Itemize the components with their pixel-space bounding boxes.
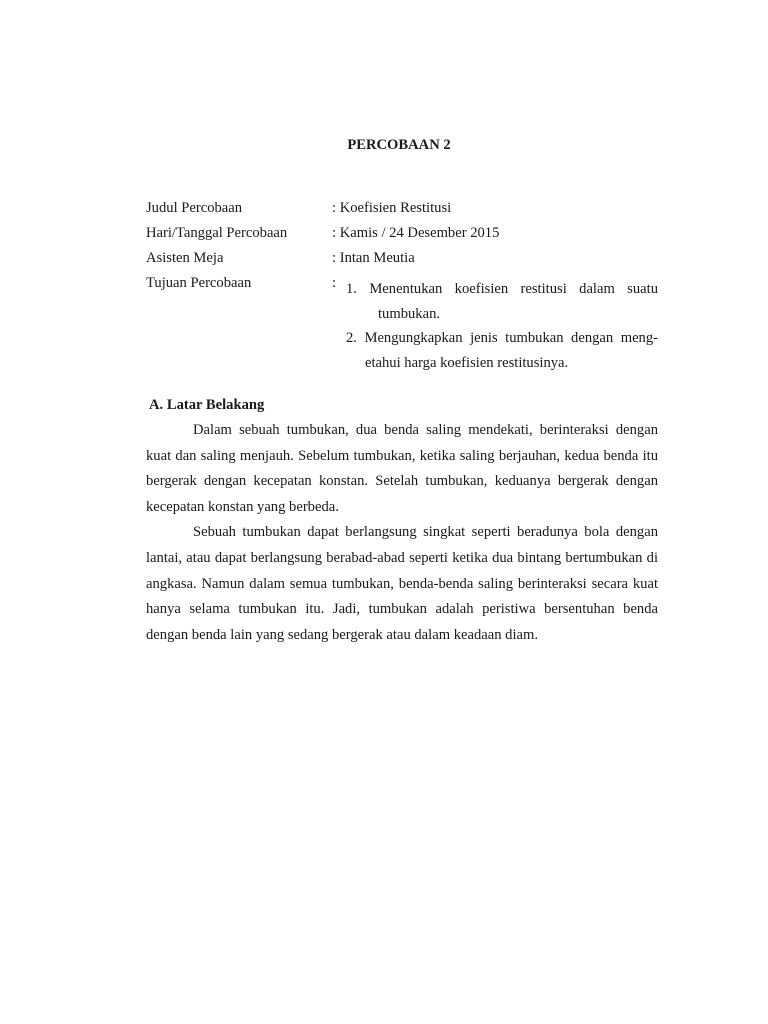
- info-row-date: [146, 225, 658, 250]
- section-heading: A. Latar Belakang: [149, 397, 265, 413]
- section-latar-belakang: [146, 394, 658, 648]
- info-label: Hari/Tanggal Percobaan: [146, 225, 288, 241]
- aim-item-1: [332, 277, 658, 326]
- document-title: PERCOBAAN 2: [347, 137, 451, 153]
- aim-text: 1. Menentukan koefisien restitusi dalam suatu: [346, 281, 658, 297]
- info-label: Tujuan Percobaan: [146, 275, 252, 291]
- info-row-assistant: [146, 250, 658, 275]
- aim-text-continued: etahui harga koefisien restitusinya.: [365, 354, 569, 371]
- aim-item-2: [332, 326, 658, 375]
- info-value: : Koefisien Restitusi: [332, 200, 452, 216]
- paragraph: Dalam sebuah tumbukan, dua benda saling mendekati, berinteraksi dengan kuat dan saling menjauh. Sebelum tumbukan, ketika saling berjauhan, kedua benda itu bergerak dengan kecepatan konstan. Setelah tumbukan, keduanya bergerak dengan kecepatan konstan yang berbeda.: [146, 422, 658, 515]
- info-value: : Intan Meutia: [332, 250, 415, 266]
- info-label: Judul Percobaan: [146, 200, 243, 216]
- aim-text-continued: tumbukan.: [378, 305, 441, 322]
- info-row-title: [146, 200, 658, 225]
- aim-text: 2. Mengungkapkan jenis tumbukan dengan meng-: [346, 330, 658, 346]
- info-value: : Kamis / 24 Desember 2015: [332, 225, 500, 241]
- aims-list: [332, 277, 658, 375]
- paragraph: Sebuah tumbukan dapat berlangsung singkat seperti beradunya bola dengan lantai, atau dapat berlangsung berabad-abad seperti ketika dua bintang bertumbukan di angkasa. Namun dalam semua tumbukan, benda-benda saling berinteraksi secara kuat hanya selama tumbukan itu. Jadi, tumbukan adalah peristiwa bersentuhan benda dengan benda lain yang sedang bergerak atau dalam keadaan diam.: [146, 524, 658, 643]
- info-value-colon: :: [332, 275, 337, 291]
- info-label: Asisten Meja: [146, 250, 224, 266]
